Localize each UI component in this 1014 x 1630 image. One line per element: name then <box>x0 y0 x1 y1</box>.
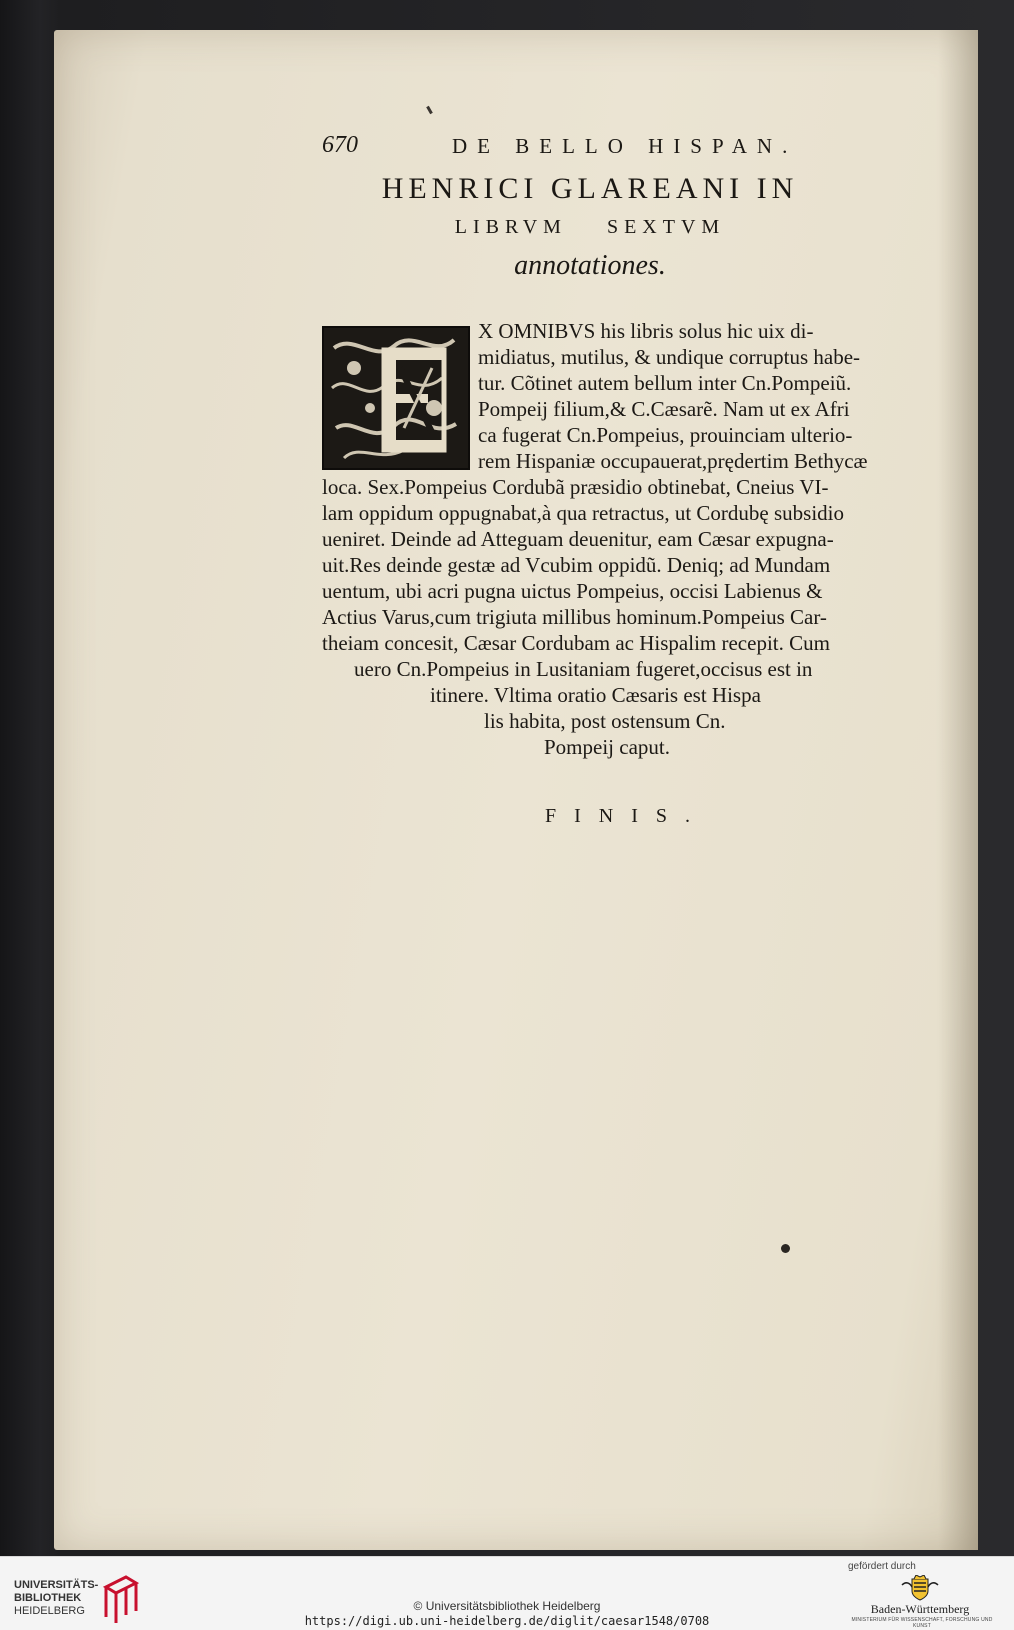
text-line: ueniret. Deinde ad Atteguam deuenitur, eam Cæsar expugna- <box>322 527 834 551</box>
text-line: uero Cn.Pompeius in Lusitaniam fugeret,occisus est in <box>354 657 813 681</box>
funder-name: Baden-Württemberg <box>870 1602 970 1616</box>
baden-wuerttemberg-coat-of-arms-icon <box>900 1575 940 1601</box>
ministry-name: MINISTERIUM FÜR WISSENSCHAFT, FORSCHUNG UND KUNST <box>851 1617 993 1629</box>
text-line: lis habita, post ostensum Cn. <box>484 709 726 733</box>
running-title: DE BELLO HISPAN. <box>452 134 798 158</box>
text-line: Pompeij filium,& C.Cæsarẽ. Nam ut ex Afri <box>478 397 850 421</box>
text-line: loca. Sex.Pompeius Cordubã præsidio obtinebat, Cneius VI- <box>322 475 829 499</box>
title-book <box>330 216 850 239</box>
finis-mark: FINIS. <box>545 805 709 827</box>
page-edge-shadow <box>938 30 978 1550</box>
text-line: Actius Varus,cum trigiuta millibus hominum.Pompeius Car- <box>322 605 827 629</box>
woodcut-ornament-icon <box>324 328 468 468</box>
decorated-initial-e <box>322 326 470 470</box>
title-annotations: annotationes. <box>514 250 666 281</box>
text-line: tur. Cõtinet autem bellum inter Cn.Pompeiũ. <box>478 371 852 395</box>
text-line: ca fugerat Cn.Pompeius, prouinciam ulterio- <box>478 423 853 447</box>
title-author: HENRICI GLAREANI IN <box>381 172 799 205</box>
text-line: lam oppidum oppugnabat,à qua retractus, ut Cordubę subsidio <box>322 501 844 525</box>
copyright-notice: © Universitätsbibliothek Heidelberg <box>413 1599 601 1613</box>
title-book-word1: LIBRVM <box>454 216 567 238</box>
library-name-line: BIBLIOTHEK <box>14 1592 82 1604</box>
text-line: theiam concesit, Cæsar Cordubam ac Hispalim recepit. Cum <box>322 631 830 655</box>
text-line: midiatus, mutilus, & undique corruptus habe- <box>478 345 861 369</box>
ink-speck <box>781 1244 790 1253</box>
funded-by-label: gefördert durch <box>848 1561 916 1572</box>
library-name-line: HEIDELBERG <box>14 1605 85 1617</box>
text-line: X OMNIBVS his libris solus hic uix di- <box>478 319 814 343</box>
text-line: rem Hispaniæ occupauerat,prędertim Bethycæ <box>478 449 868 473</box>
viewer-footer <box>0 1556 1014 1630</box>
text-line: uentum, ubi acri pugna uictus Pompeius, occisi Labienus & <box>322 579 823 603</box>
page-number: 670 <box>322 132 358 158</box>
running-head <box>322 132 842 166</box>
library-name-line: UNIVERSITÄTS- <box>14 1579 99 1591</box>
text-line: Pompeij caput. <box>544 735 670 759</box>
text-line: itinere. Vltima oratio Cæsaris est Hispa <box>430 683 761 707</box>
permalink[interactable]: https://digi.ub.uni-heidelberg.de/diglit/caesar1548/0708 <box>304 1614 710 1628</box>
text-line: uit.Res deinde gestæ ad Vcubim oppidũ. Deniq; ad Mundam <box>322 553 831 577</box>
title-book-word2: SEXTVM <box>606 216 726 238</box>
